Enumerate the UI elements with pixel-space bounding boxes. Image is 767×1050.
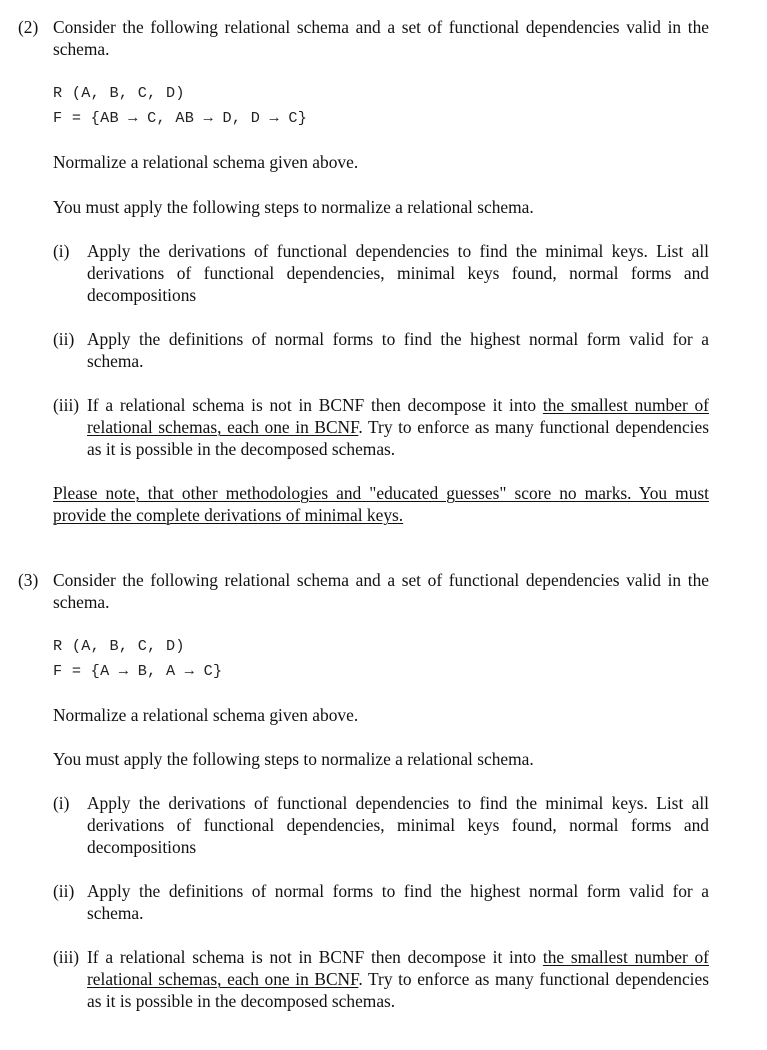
question-number: (2) (18, 17, 39, 37)
step-text: Apply the definitions of normal forms to find the highest normal form valid for a schema. (87, 881, 709, 923)
step-text-underlined: the smallest number of relational schemas, each one in BCNF (87, 947, 709, 989)
step-text-end: . Try to enforce as many functional dependencies as it is possible in the decomposed schemas. (87, 417, 709, 459)
step-number: (iii) (53, 395, 80, 415)
question-intro: Consider the following relational schema and a set of functional dependencies valid in the schema. (53, 17, 709, 59)
step-number: (ii) (53, 329, 75, 349)
step-number: (i) (53, 793, 70, 813)
step-text: Apply the derivations of functional dependencies to find the minimal keys. List all derivations of functional dependencies, minimal keys found, normal forms and decompositions (87, 241, 709, 305)
step-text: Apply the derivations of functional dependencies to find the minimal keys. List all derivations of functional dependencies, minimal keys found, normal forms and decompositions (87, 793, 709, 857)
step-number: (i) (53, 241, 70, 261)
question-number: (3) (18, 570, 39, 590)
normalize-instruction: Normalize a relational schema given above. (53, 152, 359, 172)
step-text-end: . Try to enforce as many functional dependencies as it is possible in the decomposed schemas. (87, 969, 709, 1011)
step-text (87, 946, 709, 1012)
steps-intro: You must apply the following steps to normalize a relational schema. (53, 197, 534, 217)
step-number: (ii) (53, 881, 75, 901)
relation-schema: R (A, B, C, D) (53, 84, 185, 102)
step-text-start: If a relational schema is not in BCNF then decompose it into (87, 947, 543, 967)
grading-note: Please note, that other methodologies and "educated guesses" score no marks. You must provide the complete derivations of minimal keys. (53, 483, 709, 525)
steps-intro: You must apply the following steps to normalize a relational schema. (53, 749, 534, 769)
step-text-underlined: the smallest number of relational schemas, each one in BCNF (87, 395, 709, 437)
step-text-start: If a relational schema is not in BCNF then decompose it into (87, 395, 543, 415)
normalize-instruction: Normalize a relational schema given above. (53, 705, 359, 725)
question-intro: Consider the following relational schema and a set of functional dependencies valid in the schema. (53, 570, 709, 612)
functional-dependencies: F = {AB → C, AB → D, D → C} (53, 109, 308, 127)
step-number: (iii) (53, 947, 80, 967)
functional-dependencies: F = {A → B, A → C} (53, 662, 223, 680)
relation-schema: R (A, B, C, D) (53, 637, 185, 655)
step-text: Apply the definitions of normal forms to find the highest normal form valid for a schema. (87, 329, 709, 371)
step-text (87, 394, 709, 460)
